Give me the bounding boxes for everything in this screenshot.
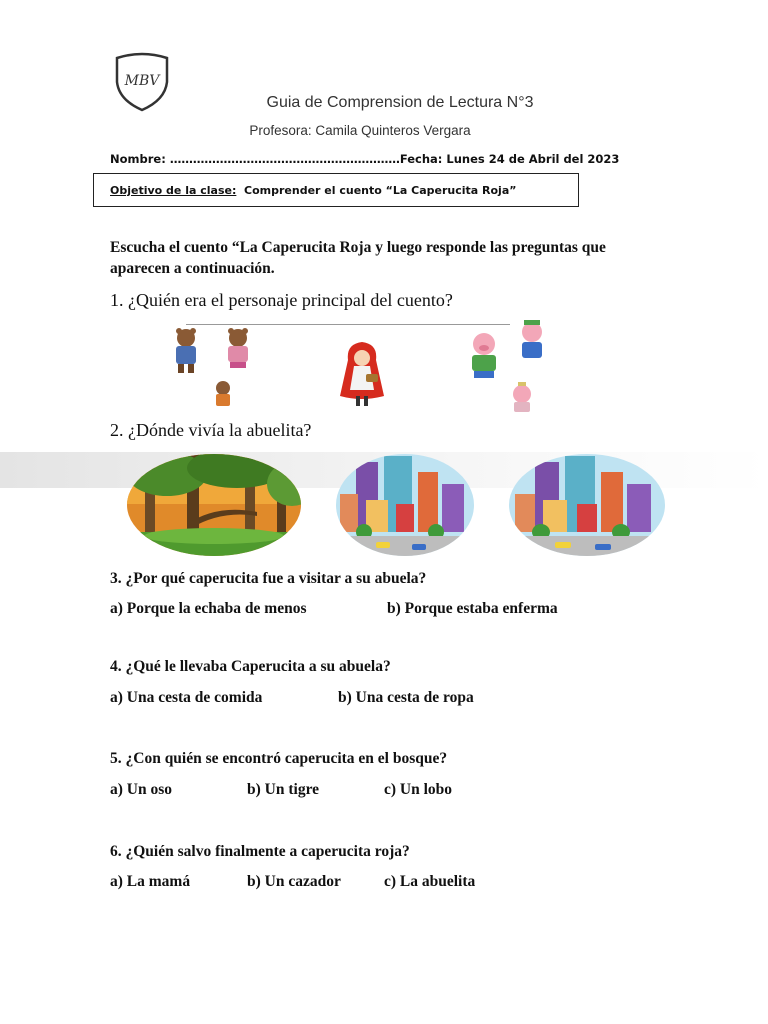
option-5a: a) Un oso: [110, 781, 173, 798]
city-scene: [336, 454, 474, 556]
objective-text: Comprender el cuento “La Caperucita Roja”: [244, 184, 517, 197]
city-scene: [509, 454, 665, 556]
name-date-line: Nombre: ……………………………………………………Fecha: Lunes 24 de Abril del 2023: [110, 152, 620, 166]
logo-text: MBV: [124, 73, 160, 89]
divider: [186, 324, 510, 325]
option-5c: c) Un lobo: [384, 781, 453, 798]
question-2: 2. ¿Dónde vivía la abuelita?: [110, 420, 312, 440]
objective: [110, 184, 516, 197]
objective-label: Objetivo de la clase:: [110, 184, 237, 197]
option-3b: b) Porque estaba enferma: [387, 600, 558, 617]
question-5: 5. ¿Con quién se encontró caperucita en el bosque?: [110, 750, 448, 767]
teacher-name: Profesora: Camila Quinteros Vergara: [249, 123, 471, 138]
option-6b: b) Un cazador: [247, 873, 341, 890]
question-4: 4. ¿Qué le llevaba Caperucita a su abuela?: [110, 658, 391, 675]
forest-scene: [127, 454, 301, 556]
three-pigs-icon: [464, 318, 556, 416]
bear-family-icon: [168, 326, 258, 412]
page-title: Guia de Comprension de Lectura N°3: [266, 94, 534, 111]
option-6a: a) La mamá: [110, 873, 191, 890]
option-4a: a) Una cesta de comida: [110, 689, 263, 706]
question-6: 6. ¿Quién salvo finalmente a caperucita roja?: [110, 843, 410, 860]
option-4b: b) Una cesta de ropa: [338, 689, 474, 706]
question-1: 1. ¿Quién era el personaje principal del cuento?: [110, 290, 453, 310]
question-3: 3. ¿Por qué caperucita fue a visitar a su abuela?: [110, 570, 427, 587]
red-riding-hood-icon: [330, 340, 394, 408]
option-3a: a) Porque la echaba de menos: [110, 600, 307, 617]
option-5b: b) Un tigre: [247, 781, 320, 798]
instructions: Escucha el cuento “La Caperucita Roja y luego responde las preguntas que aparecen a continuación.: [110, 239, 606, 277]
option-6c: c) La abuelita: [384, 873, 476, 890]
